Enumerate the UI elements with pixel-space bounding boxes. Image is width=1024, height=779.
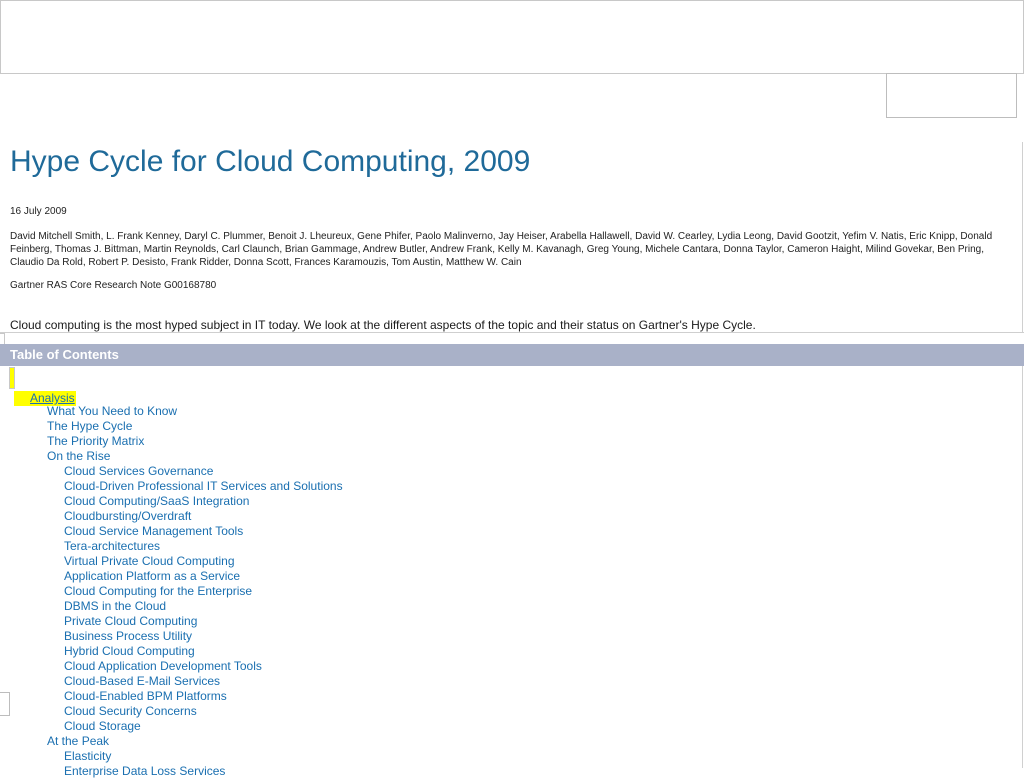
toc-item[interactable]: Cloud-Based E-Mail Services [64, 674, 221, 688]
toc-item[interactable]: Business Process Utility [64, 629, 193, 643]
document-date: 16 July 2009 [10, 206, 67, 217]
toc-item-analysis[interactable]: Analysis [14, 391, 76, 406]
toc-item[interactable]: Cloud-Enabled BPM Platforms [64, 689, 227, 703]
toc-item[interactable]: Cloud-Driven Professional IT Services and Solutions [64, 479, 343, 493]
toc-item[interactable]: What You Need to Know [47, 404, 178, 418]
toc-item[interactable]: Tera-architectures [64, 539, 161, 553]
toc-item[interactable]: Cloud Services Governance [64, 464, 214, 478]
highlight-marker [9, 367, 15, 389]
research-note-id: Gartner RAS Core Research Note G00168780 [10, 280, 217, 291]
toc-header: Table of Contents [0, 344, 1024, 366]
toc-item[interactable]: Cloudbursting/Overdraft [64, 509, 192, 523]
content-edge [1022, 142, 1023, 332]
corner-box [886, 73, 1017, 118]
toc-item[interactable]: Hybrid Cloud Computing [64, 644, 195, 658]
divider [0, 332, 1024, 333]
content-edge [1022, 366, 1023, 768]
toc-item[interactable]: At the Peak [47, 734, 110, 748]
toc-item[interactable]: Virtual Private Cloud Computing [64, 554, 235, 568]
toc-item[interactable]: Elasticity [64, 749, 112, 763]
page-title: Hype Cycle for Cloud Computing, 2009 [10, 145, 531, 178]
author-list: David Mitchell Smith, L. Frank Kenney, Daryl C. Plummer, Benoit J. Lheureux, Gene Phifer, Paolo Malinverno, Jay Heiser, Arabella Hallawell, David W. Cearley, Lydia Leong, David Gootzit, Yefim V. Natis, Eric Knipp, Donald Feinberg, Thomas J. Bittman, Martin Reynolds, Carl Claunch, Brian Gammage, Andrew Butler, Andrew Frank, Kelly M. Kavanagh, Greg Young, Michele Cantara, Donna Taylor, Cameron Haight, Milind Govekar, Ben Pring, Claudio Da Rold, Robert P. Desisto, Frank Ridder, Donna Scott, Frances Karamouzis, Tom Austin, Matthew W. Cain [10, 231, 993, 268]
toc-item[interactable]: On the Rise [47, 449, 111, 463]
toc-item[interactable]: The Hype Cycle [47, 419, 133, 433]
toc-item[interactable]: Cloud Storage [64, 719, 141, 733]
toc-item[interactable]: Enterprise Data Loss Services [64, 764, 226, 778]
document-summary: Cloud computing is the most hyped subject in IT today. We look at the different aspects of the topic and their status on Gartner's Hype Cycle. [10, 318, 756, 332]
top-frame [0, 0, 1024, 74]
toc-item[interactable]: Private Cloud Computing [64, 614, 198, 628]
toc-item[interactable]: Cloud Computing for the Enterprise [64, 584, 253, 598]
table-of-contents [0, 389, 1020, 779]
toc-item[interactable]: DBMS in the Cloud [64, 599, 167, 613]
toc-item[interactable]: Application Platform as a Service [64, 569, 241, 583]
toc-item[interactable]: The Priority Matrix [47, 434, 145, 448]
toc-item[interactable]: Cloud Service Management Tools [64, 524, 244, 538]
toc-item[interactable]: Cloud Computing/SaaS Integration [64, 494, 250, 508]
toc-item[interactable]: Cloud Application Development Tools [64, 659, 262, 673]
toc-item[interactable]: Cloud Security Concerns [64, 704, 197, 718]
toc-item-analysis-row [0, 389, 1020, 404]
